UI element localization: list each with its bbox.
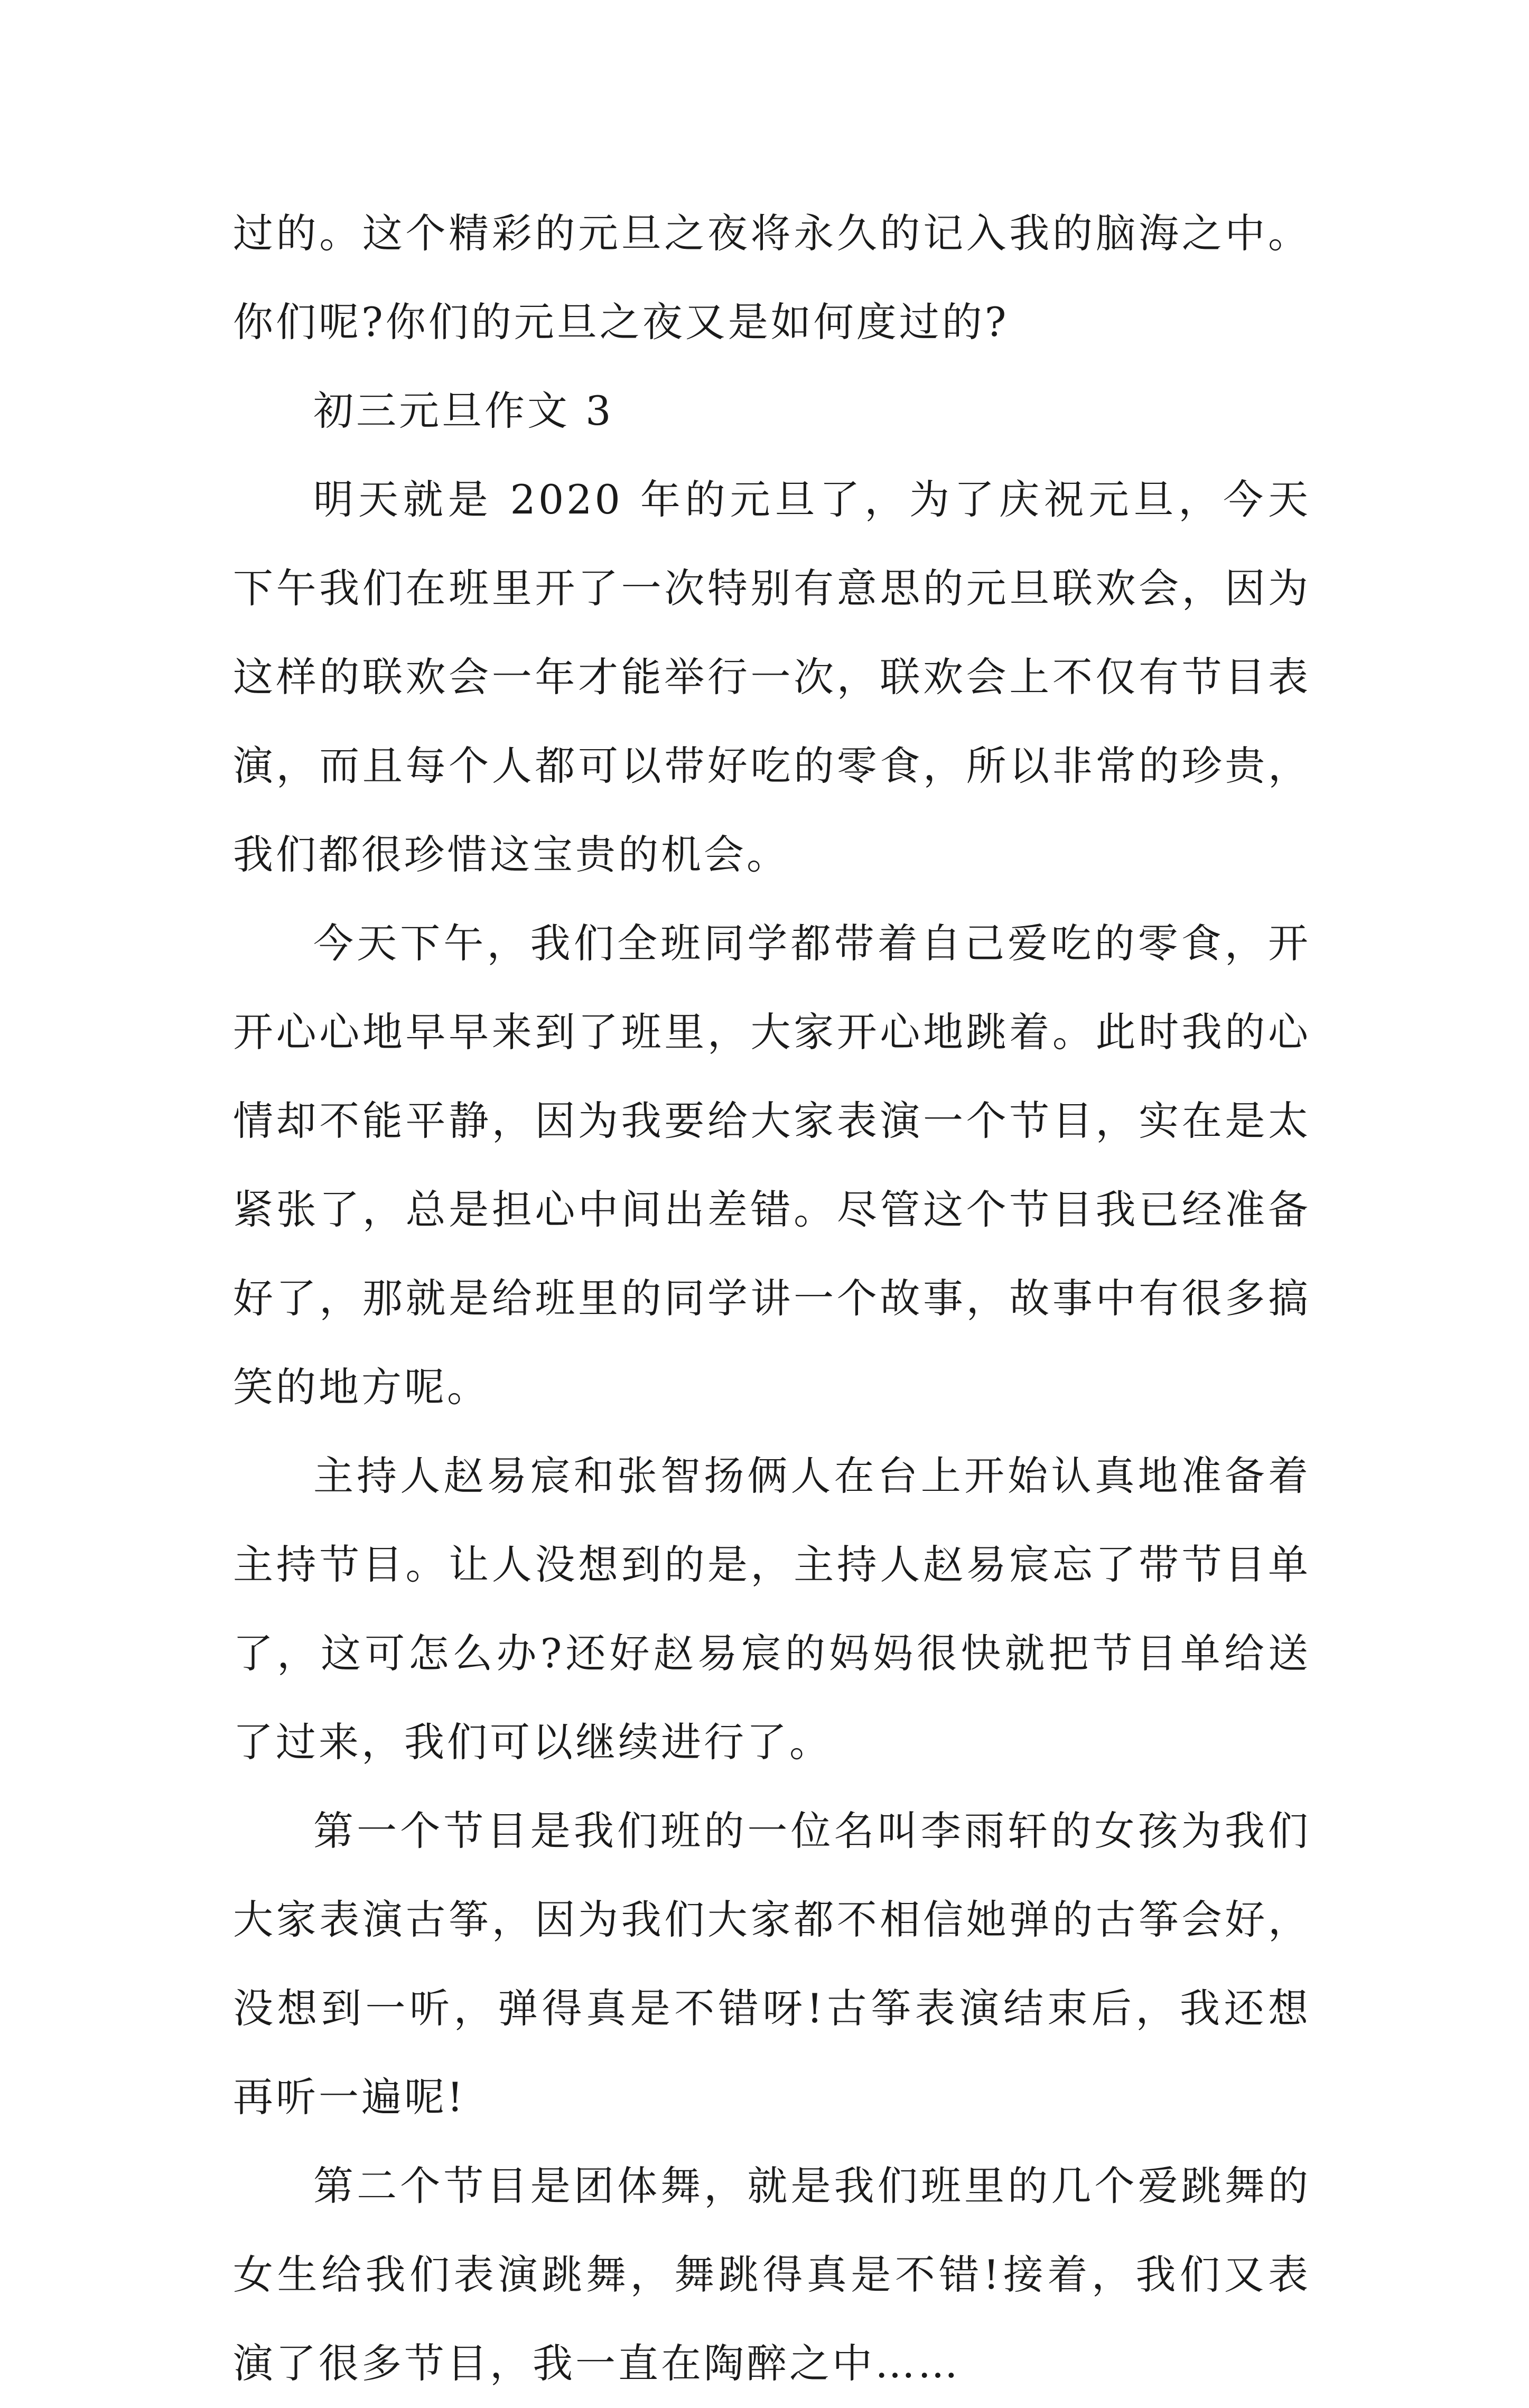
paragraph-4: 第一个节目是我们班的一位名叫李雨轩的女孩为我们大家表演古筝，因为我们大家都不相信她弹的古筝会好，没想到一听，弹得真是不错呀!古筝表演结束后，我还想再听一遍呢! [233,1807,1311,2121]
paragraph-3: 主持人赵易宸和张智扬俩人在台上开始认真地准备着主持节目。让人没想到的是，主持人赵易宸忘了带节目单了，这可怎么办?还好赵易宸的妈妈很快就把节目单给送了过来，我们可以继续进行了。 [233,1452,1311,1766]
paragraph-2: 今天下午，我们全班同学都带着自己爱吃的零食，开开心心地早早来到了班里，大家开心地跳着。此时我的心情却不能平静，因为我要给大家表演一个节目，实在是太紧张了，总是担心中间出差错。尽管这个节目我已经准备好了，那就是给班里的同学讲一个故事，故事中有很多搞笑的地方呢。 [233,920,1311,1411]
article-body [233,189,1311,2408]
paragraph-5: 第二个节目是团体舞，就是我们班里的几个爱跳舞的女生给我们表演跳舞，舞跳得真是不错!接着，我们又表演了很多节目，我一直在陶醉之中…… [233,2162,1311,2387]
paragraph-continued: 过的。这个精彩的元旦之夜将永久的记入我的脑海之中。你们呢?你们的元旦之夜又是如何度过的? [233,210,1311,346]
section-heading: 初三元旦作文 3 [313,387,614,434]
paragraph-1: 明天就是 2020 年的元旦了，为了庆祝元旦，今天下午我们在班里开了一次特别有意思的元旦联欢会，因为这样的联欢会一年才能举行一次，联欢会上不仅有节目表演，而且每个人都可以带好吃的零食，所以非常的珍贵，我们都很珍惜这宝贵的机会。 [233,476,1311,878]
